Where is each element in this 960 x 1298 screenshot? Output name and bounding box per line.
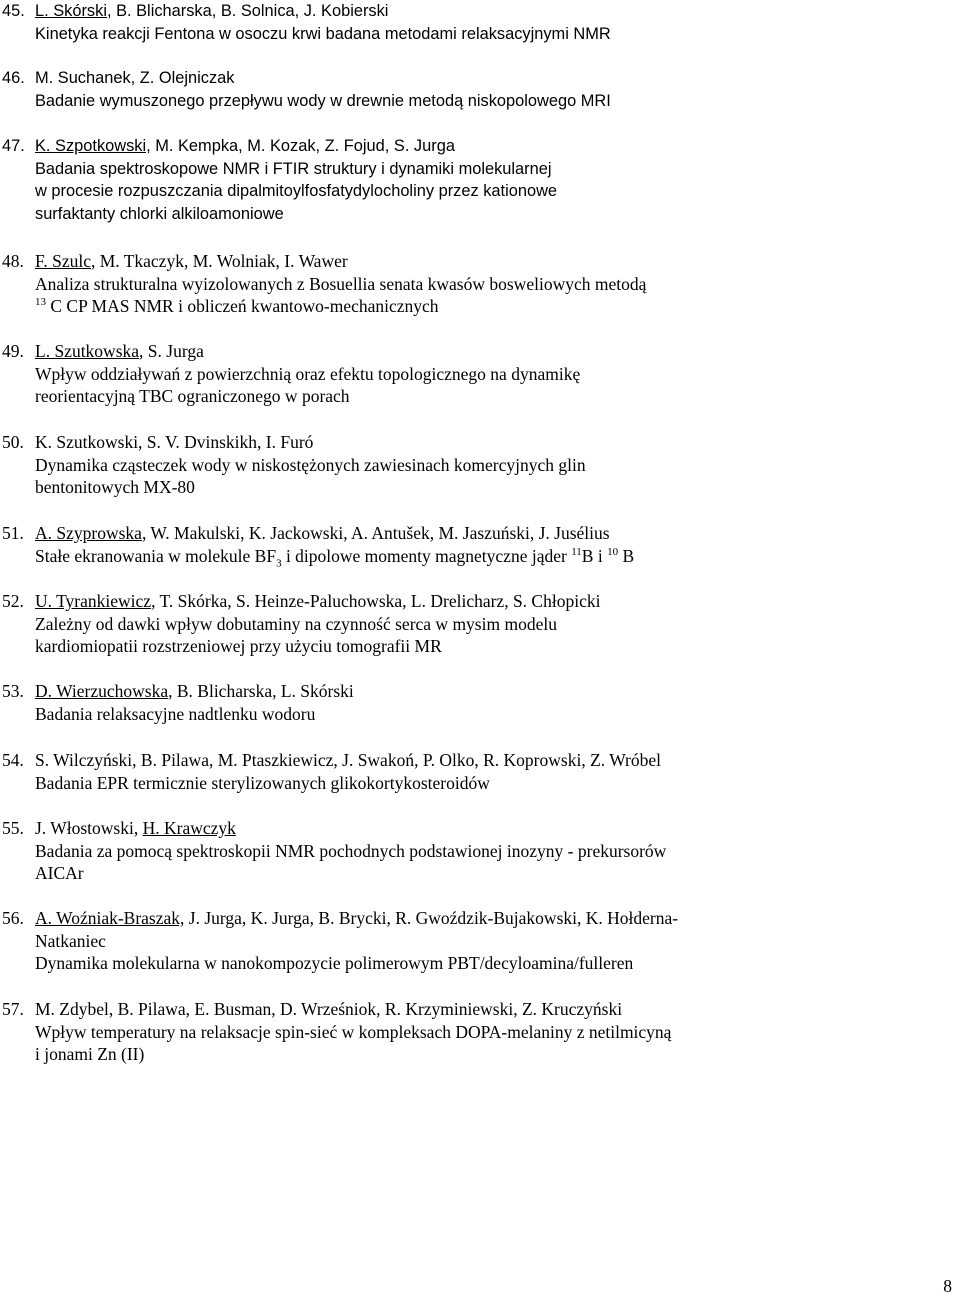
presenting-author: D. Wierzuchowska <box>35 681 169 701</box>
presenting-author: L. Skórski <box>35 2 107 20</box>
co-authors: J. Jurga, K. Jurga, B. Brycki, R. Gwoździk-Bujakowski, K. Hołderna- <box>184 908 679 928</box>
entry-title-line: Badania spektroskopowe NMR i FTIR struktury i dynamiki molekularnej <box>35 159 552 178</box>
entry-authors: S. Wilczyński, B. Pilawa, M. Ptaszkiewicz, J. Swakoń, P. Olko, R. Koprowski, Z. Wróbel <box>35 750 661 770</box>
entry-title: Badania EPR termicznie sterylizowanych glikokortykosteroidów <box>35 772 490 793</box>
entry-authors: K. Szutkowski, S. V. Dvinskikh, I. Furó <box>35 432 314 452</box>
entry-number: 51. <box>2 523 24 543</box>
entry-authors <box>35 135 952 158</box>
entry-number: 55. <box>2 818 24 838</box>
entry-number: 49. <box>2 341 24 361</box>
presenting-author: A. Woźniak-Braszak, <box>35 908 185 928</box>
entry-title-line: kardiomiopatii rozstrzeniowej przy użyciu tomografii MR <box>35 636 442 657</box>
presenting-author: F. Szulc <box>35 251 91 271</box>
entry-authors: M. Zdybel, B. Pilawa, E. Busman, D. Wrześniok, R. Krzyminiewski, Z. Kruczyński <box>35 999 623 1019</box>
presenting-author: U. Tyrankiewicz <box>35 591 152 611</box>
entry-title-line: w procesie rozpuszczania dipalmitoylfosfatydylocholiny przez kationowe <box>35 182 558 201</box>
isotope-superscript: 13 <box>35 296 46 309</box>
reference-entry-50 <box>2 431 952 499</box>
entry-authors <box>35 817 952 840</box>
entry-title: Dynamika molekularna w nanokompozycie polimerowym PBT/decyloamina/fulleren <box>35 953 634 974</box>
entry-authors <box>35 0 952 23</box>
presenting-author: L. Szutkowska <box>35 341 140 361</box>
entry-title: Badania relaksacyjne nadtlenku wodoru <box>35 703 316 724</box>
reference-entry-47 <box>2 135 952 225</box>
reference-entry-56 <box>2 907 952 975</box>
entry-title-line: $^{13}$ C CP MAS NMR i obliczeń kwantowo-mechanicznych <box>35 296 439 317</box>
entry-title: Stałe ekranowania w molekule $BF_3$ i dipolowe momenty magnetyczne jąder $^{11}$B i $^{10}$ B <box>35 545 635 570</box>
entry-title-line: Dynamika cząsteczek wody w niskostężonych zawiesinach komercyjnych glin <box>35 454 586 475</box>
reference-entry-57 <box>2 998 952 1066</box>
entry-title-line: surfaktanty chlorki alkiloamoniowe <box>35 204 284 223</box>
entry-number: 52. <box>2 591 24 611</box>
co-authors: , T. Skórka, S. Heinze-Paluchowska, L. Drelicharz, S. Chłopicki <box>151 591 601 611</box>
presenting-author: A. Szyprowska <box>35 523 142 543</box>
reference-entry-48 <box>2 250 952 318</box>
entry-authors <box>35 907 952 930</box>
entry-title-line: Badania za pomocą spektroskopii NMR pochodnych podstawionej inozyny - prekursorów <box>35 840 667 861</box>
reference-entry-54 <box>2 749 952 794</box>
reference-entry-52 <box>2 590 952 658</box>
reference-entry-51 <box>2 522 952 570</box>
co-authors: J. Włostowski, <box>35 818 143 838</box>
entry-number: 56. <box>2 908 24 928</box>
entry-title-line: AICAr <box>35 863 84 884</box>
entry-number: 50. <box>2 432 24 452</box>
entry-title-line: Wpływ oddziaływań z powierzchnią oraz efektu topologicznego na dynamikę <box>35 363 581 384</box>
entry-number: 46. <box>2 69 25 87</box>
entry-number: 45. <box>2 2 25 20</box>
presenting-author: H. Krawczyk <box>142 818 236 838</box>
entry-title-line: bentonitowych MX-80 <box>35 477 195 498</box>
co-authors: , B. Blicharska, B. Solnica, J. Kobierski <box>106 2 389 20</box>
reference-entry-45 <box>2 0 952 45</box>
entry-title-line: Wpływ temperatury na relaksacje spin-sieć w kompleksach DOPA-melaniny z netilmicyną <box>35 1021 672 1042</box>
co-authors: , S. Jurga <box>139 341 204 361</box>
entry-authors <box>35 250 952 273</box>
co-authors: , B. Blicharska, L. Skórski <box>168 681 354 701</box>
entry-number: 54. <box>2 750 24 770</box>
entry-authors-continued: Natkaniec <box>35 930 106 951</box>
co-authors: , W. Makulski, K. Jackowski, A. Antušek, M. Jaszuński, J. Jusélius <box>141 523 610 543</box>
entry-authors <box>35 522 952 545</box>
page-number: 8 <box>943 1276 952 1296</box>
reference-entry-46 <box>2 67 952 112</box>
co-authors: , M. Tkaczyk, M. Wolniak, I. Wawer <box>90 251 348 271</box>
reference-entry-53 <box>2 680 952 725</box>
entry-authors <box>35 340 952 363</box>
reference-entry-49 <box>2 340 952 408</box>
entry-number: 47. <box>2 137 25 155</box>
entry-number: 48. <box>2 251 24 271</box>
entry-title-line: reorientacyjną TBC ograniczonego w porach <box>35 386 350 407</box>
co-authors: M. Kempka, M. Kozak, Z. Fojud, S. Jurga <box>150 137 455 155</box>
presenting-author: K. Szpotkowski, <box>35 137 151 155</box>
entry-title: Badanie wymuszonego przepływu wody w drewnie metodą niskopolowego MRI <box>35 91 611 110</box>
entry-number: 57. <box>2 999 24 1019</box>
entry-authors <box>35 680 952 703</box>
entry-title-line: Analiza strukturalna wyizolowanych z Bosuellia senata kwasów bosweliowych metodą <box>35 273 647 294</box>
reference-entry-55 <box>2 817 952 885</box>
entry-title-line: i jonami Zn (II) <box>35 1044 145 1065</box>
entry-authors <box>35 590 952 613</box>
entry-number: 53. <box>2 681 24 701</box>
entry-authors: M. Suchanek, Z. Olejniczak <box>35 69 235 87</box>
entry-title-line: Zależny od dawki wpływ dobutaminy na czynność serca w mysim modelu <box>35 613 557 634</box>
entry-title: Kinetyka reakcji Fentona w osoczu krwi badana metodami relaksacyjnymi NMR <box>35 24 611 43</box>
